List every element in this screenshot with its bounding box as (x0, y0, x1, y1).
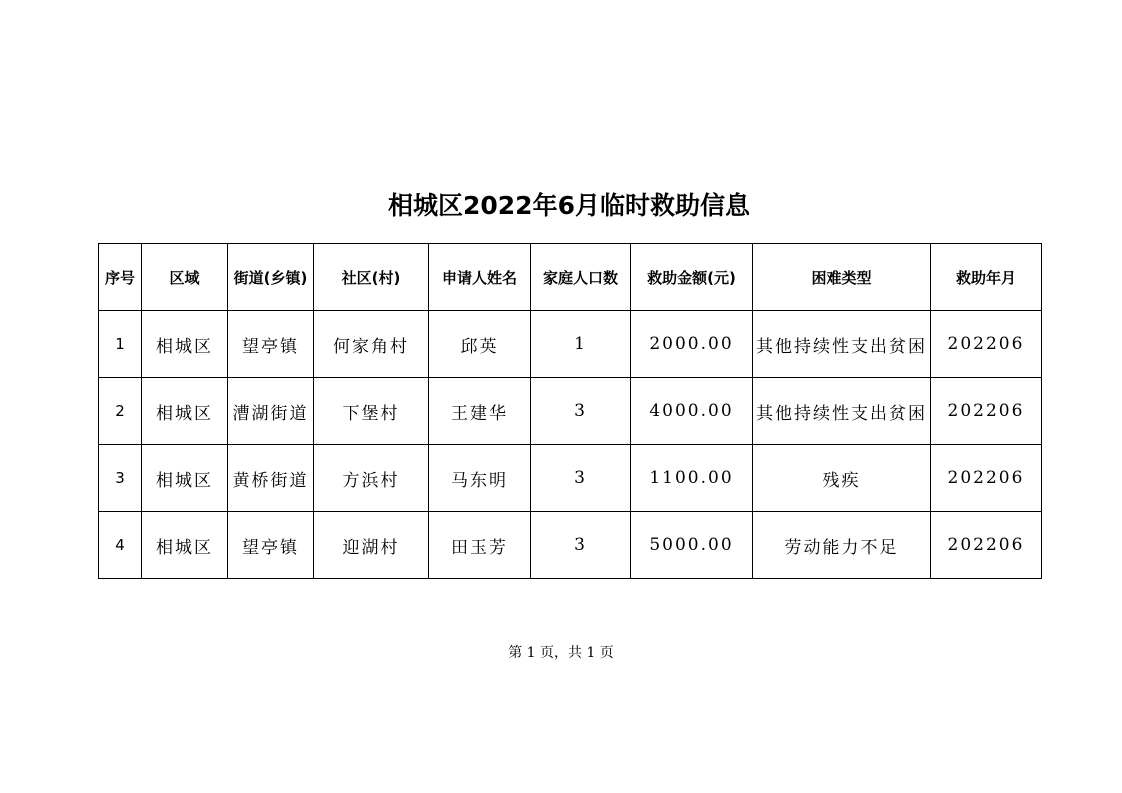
cell-amount: 1100.00 (631, 445, 753, 512)
cell-community: 下堡村 (314, 378, 429, 445)
cell-amount: 4000.00 (631, 378, 753, 445)
cell-region: 相城区 (142, 378, 228, 445)
cell-street: 黄桥街道 (228, 445, 314, 512)
cell-community: 迎湖村 (314, 512, 429, 579)
header-region: 区域 (142, 244, 228, 311)
cell-relief-month: 202206 (931, 311, 1042, 378)
cell-hardship-type: 其他持续性支出贫困 (753, 378, 931, 445)
table-row (99, 311, 1042, 378)
cell-amount: 5000.00 (631, 512, 753, 579)
cell-index: 3 (99, 445, 142, 512)
header-street: 街道(乡镇) (228, 244, 314, 311)
cell-street: 望亭镇 (228, 512, 314, 579)
cell-applicant: 邱英 (429, 311, 531, 378)
header-community: 社区(村) (314, 244, 429, 311)
table-row (99, 378, 1042, 445)
cell-index: 2 (99, 378, 142, 445)
cell-relief-month: 202206 (931, 445, 1042, 512)
header-relief-month: 救助年月 (931, 244, 1042, 311)
cell-index: 4 (99, 512, 142, 579)
cell-relief-month: 202206 (931, 378, 1042, 445)
cell-community: 方浜村 (314, 445, 429, 512)
cell-region: 相城区 (142, 512, 228, 579)
cell-relief-month: 202206 (931, 512, 1042, 579)
cell-hardship-type: 劳动能力不足 (753, 512, 931, 579)
header-index: 序号 (99, 244, 142, 311)
header-amount: 救助金额(元) (631, 244, 753, 311)
cell-hardship-type: 其他持续性支出贫困 (753, 311, 931, 378)
cell-hardship-type: 残疾 (753, 445, 931, 512)
cell-amount: 2000.00 (631, 311, 753, 378)
cell-applicant: 王建华 (429, 378, 531, 445)
cell-region: 相城区 (142, 445, 228, 512)
cell-applicant: 马东明 (429, 445, 531, 512)
cell-household-size: 3 (531, 512, 631, 579)
page-title: 相城区2022年6月临时救助信息 (388, 191, 750, 220)
cell-street: 望亭镇 (228, 311, 314, 378)
relief-table (98, 243, 1042, 579)
header-applicant: 申请人姓名 (429, 244, 531, 311)
header-hardship-type: 困难类型 (753, 244, 931, 311)
cell-household-size: 1 (531, 311, 631, 378)
cell-community: 何家角村 (314, 311, 429, 378)
cell-street: 漕湖街道 (228, 378, 314, 445)
cell-household-size: 3 (531, 445, 631, 512)
header-row (99, 244, 1042, 311)
cell-index: 1 (99, 311, 142, 378)
cell-region: 相城区 (142, 311, 228, 378)
cell-applicant: 田玉芳 (429, 512, 531, 579)
header-household-size: 家庭人口数 (531, 244, 631, 311)
table-row (99, 445, 1042, 512)
cell-household-size: 3 (531, 378, 631, 445)
table-row (99, 512, 1042, 579)
page-footer: 第 1 页，共 1 页 (508, 645, 614, 661)
